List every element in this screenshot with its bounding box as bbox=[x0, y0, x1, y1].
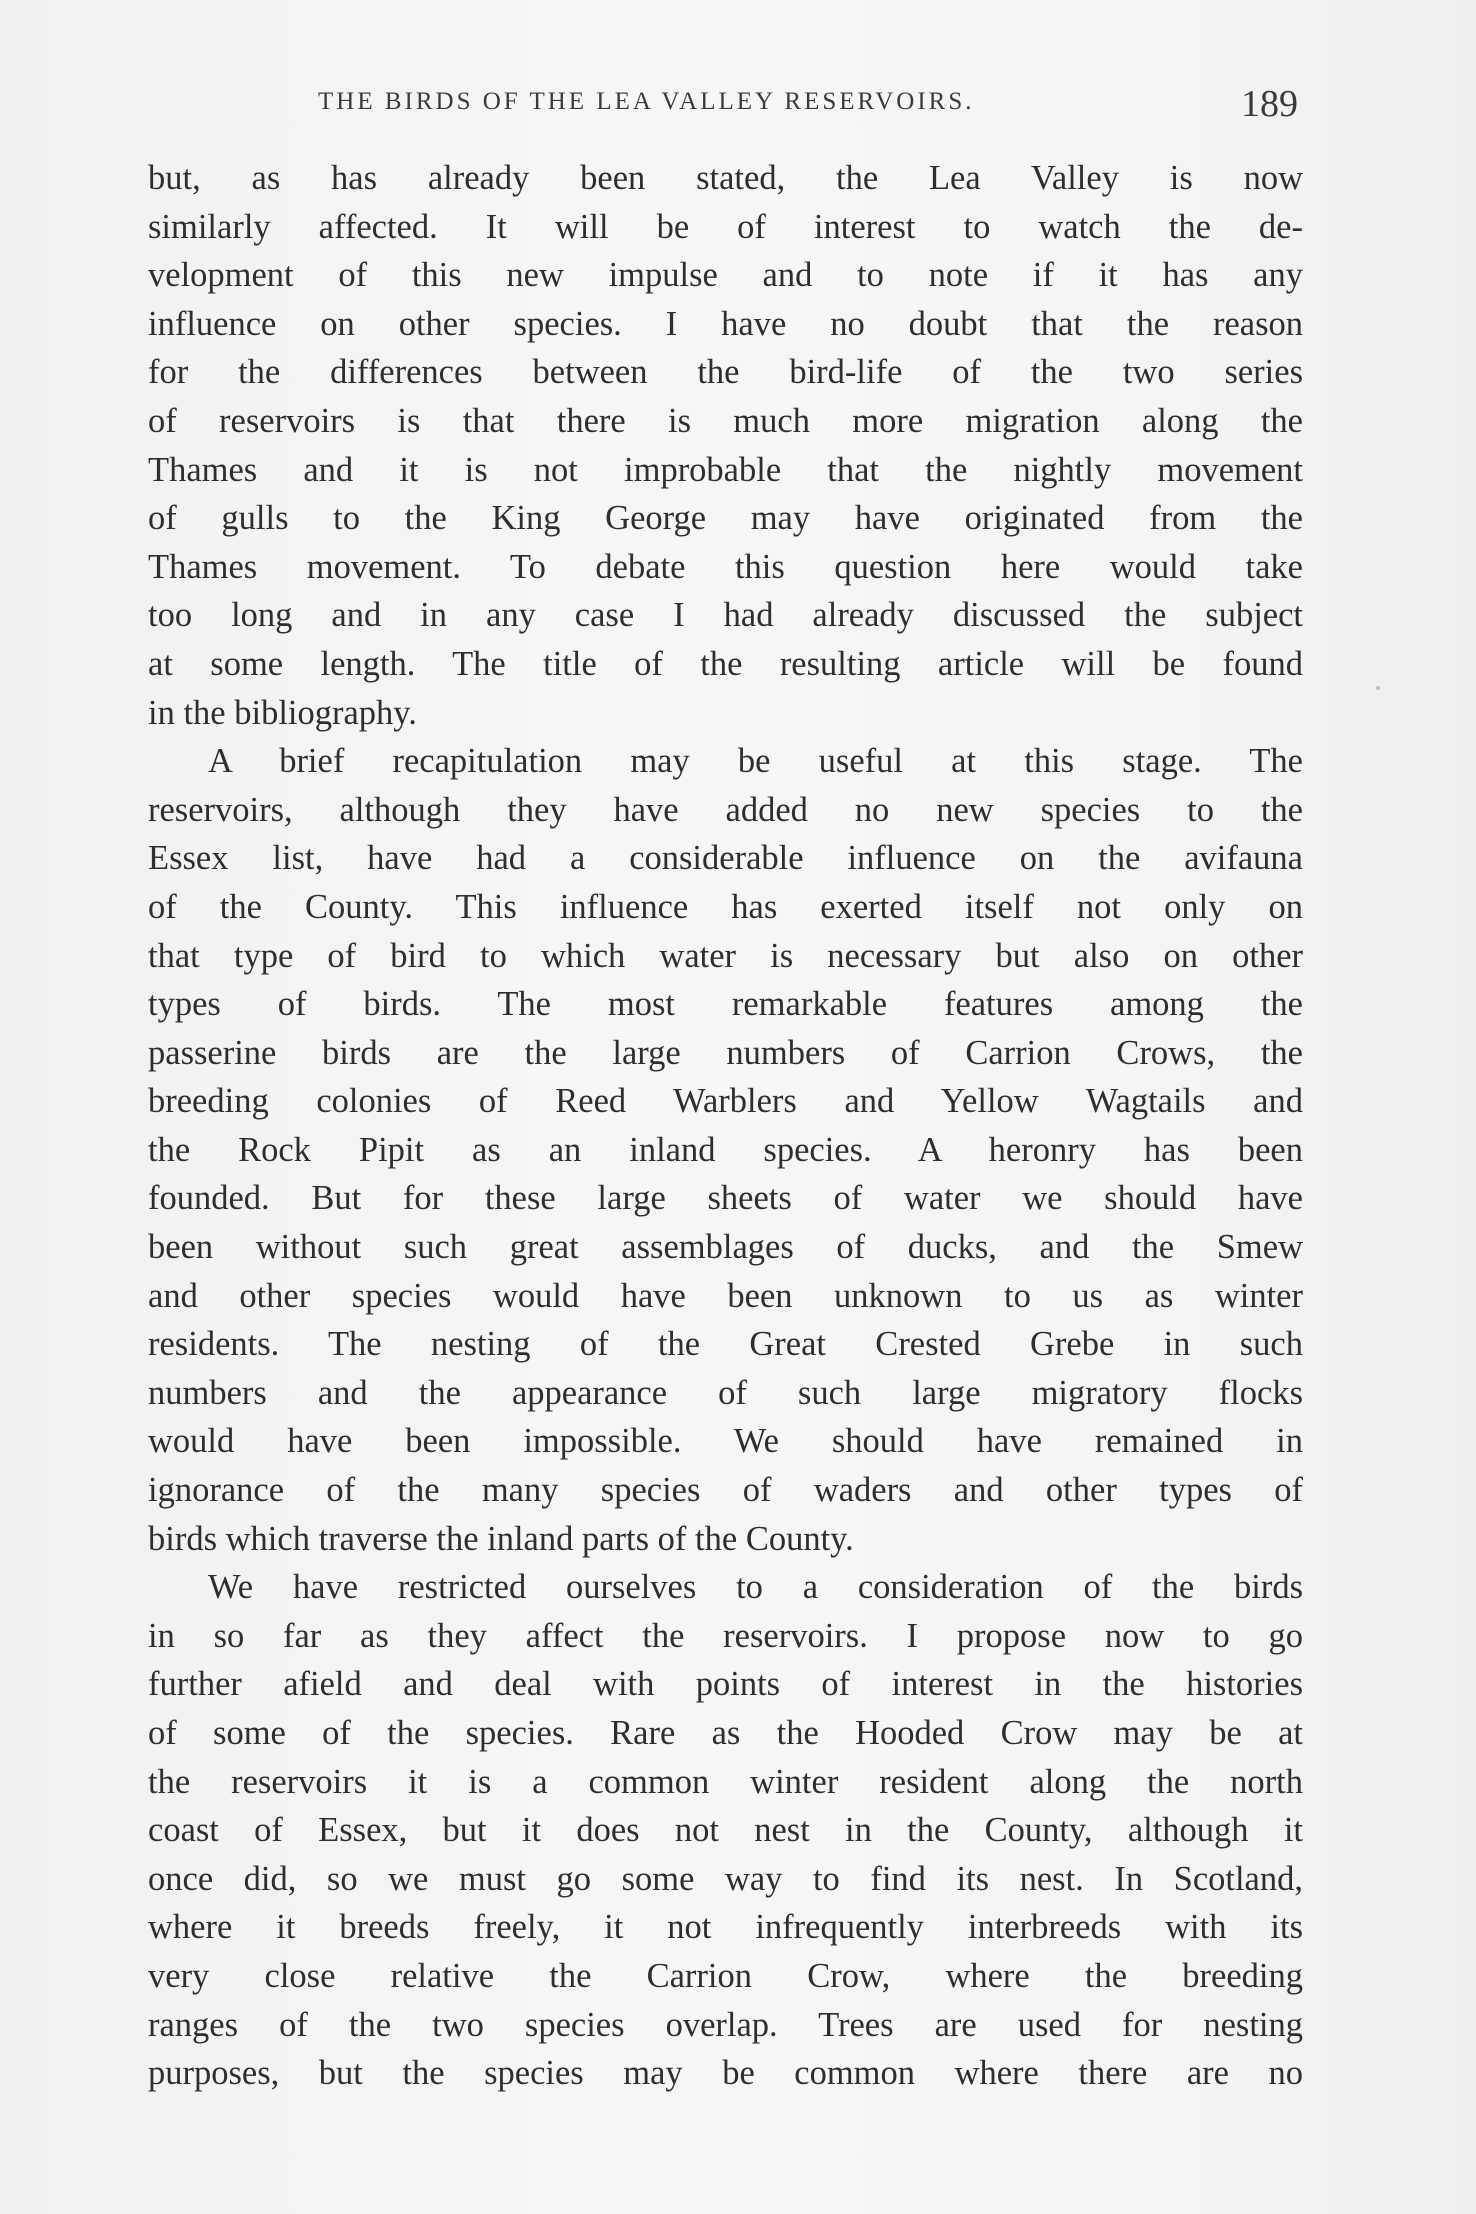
text-line: of gulls to the King George may have originated from the bbox=[148, 499, 1303, 538]
text-line: breeding colonies of Reed Warblers and Yellow Wagtails and bbox=[148, 1082, 1303, 1121]
paragraph-1 bbox=[148, 154, 1303, 737]
text-line: the reservoirs it is a common winter resident along the north bbox=[148, 1762, 1303, 1801]
text-line: coast of Essex, but it does not nest in the County, although it bbox=[148, 1811, 1303, 1850]
paragraph-2 bbox=[148, 737, 1303, 1563]
text-line: further afield and deal with points of interest in the histories bbox=[148, 1665, 1303, 1704]
text-line: purposes, but the species may be common where there are no bbox=[148, 2054, 1303, 2093]
text-line: ignorance of the many species of waders and other types of bbox=[148, 1471, 1303, 1510]
text-line: for the differences between the bird-life of the two series bbox=[148, 353, 1303, 392]
text-line: too long and in any case I had already discussed the subject bbox=[148, 596, 1303, 635]
text-line: numbers and the appearance of such large migratory flocks bbox=[148, 1373, 1303, 1412]
text-line: very close relative the Carrion Crow, where the breeding bbox=[148, 1956, 1303, 1995]
text-line: the Rock Pipit as an inland species. A heronry has been bbox=[148, 1130, 1303, 1169]
text-line: once did, so we must go some way to find its nest. In Scotland, bbox=[148, 1859, 1303, 1898]
text-line: of the County. This influence has exerted itself not only on bbox=[148, 887, 1303, 926]
text-line: passerine birds are the large numbers of Carrion Crows, the bbox=[148, 1033, 1303, 1072]
text-line: founded. But for these large sheets of water we should have bbox=[148, 1179, 1303, 1218]
text-line: in so far as they affect the reservoirs. I propose now to go bbox=[148, 1616, 1303, 1655]
text-line: at some length. The title of the resulting article will be found bbox=[148, 644, 1303, 683]
text-line: would have been impossible. We should have remained in bbox=[148, 1422, 1303, 1461]
text-line: velopment of this new impulse and to note if it has any bbox=[148, 256, 1303, 295]
paper-speck bbox=[1376, 686, 1380, 690]
text-line: where it breeds freely, it not infrequently interbreeds with its bbox=[148, 1908, 1303, 1947]
text-line: A brief recapitulation may be useful at this stage. The bbox=[208, 742, 1303, 781]
text-line: of reservoirs is that there is much more migration along the bbox=[148, 401, 1303, 440]
text-line: types of birds. The most remarkable features among the bbox=[148, 985, 1303, 1024]
text-line: Thames movement. To debate this question here would take bbox=[148, 547, 1303, 586]
text-line: that type of bird to which water is necessary but also on other bbox=[148, 936, 1303, 975]
text-line: of some of the species. Rare as the Hooded Crow may be at bbox=[148, 1714, 1303, 1752]
text-line: reservoirs, although they have added no new species to the bbox=[148, 790, 1303, 829]
page-number: 189 bbox=[1241, 83, 1298, 125]
text-line: been without such great assemblages of ducks, and the Smew bbox=[148, 1228, 1303, 1267]
text-line: similarly affected. It will be of interest to watch the de- bbox=[148, 207, 1303, 246]
running-head bbox=[148, 83, 1298, 128]
text-line: Thames and it is not improbable that the nightly movement bbox=[148, 450, 1303, 489]
text-line: and other species would have been unknown to us as winter bbox=[148, 1276, 1303, 1315]
running-title: THE BIRDS OF THE LEA VALLEY RESERVOIRS. bbox=[318, 88, 975, 115]
text-line: influence on other species. I have no doubt that the reason bbox=[148, 304, 1303, 343]
text-line: in the bibliography. bbox=[148, 693, 417, 732]
body-text bbox=[148, 154, 1303, 2098]
text-line: Essex list, have had a considerable influence on the avifauna bbox=[148, 839, 1303, 878]
text-line: We have restricted ourselves to a consideration of the birds bbox=[208, 1568, 1303, 1607]
text-line: residents. The nesting of the Great Crested Grebe in such bbox=[148, 1325, 1303, 1364]
paragraph-3 bbox=[148, 1563, 1303, 2098]
text-line: birds which traverse the inland parts of the County. bbox=[148, 1519, 854, 1558]
text-line: ranges of the two species overlap. Trees are used for nesting bbox=[148, 2005, 1303, 2044]
text-line: but, as has already been stated, the Lea Valley is now bbox=[148, 159, 1303, 197]
